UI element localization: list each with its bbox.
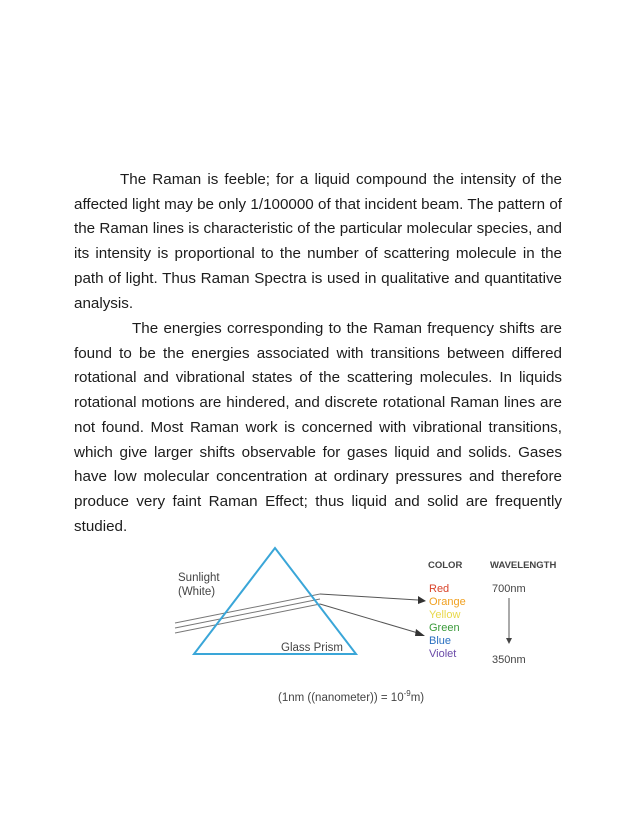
color-item-yellow: Yellow <box>429 609 461 621</box>
wavelength-350nm: 350nm <box>492 654 526 666</box>
dispersed-beam-red <box>320 594 426 604</box>
color-item-red: Red <box>429 583 450 595</box>
caption-prefix: (1nm ((nanometer)) = 10 <box>278 692 404 704</box>
wavelength-arrow-head <box>506 638 512 644</box>
paragraph-raman-intensity: The Raman is feeble; for a liquid compound the intensity of the affected light may be only 1/100000 of that incident beam. The pattern of the Raman lines is characteristic of the particular molecular species, and its intensity is proportional to the number of scattering molecule in the path of light. Thus Raman Spectra is used in qualitative and quantitative analysis. <box>74 171 562 312</box>
paragraph-raman-energies: The energies corresponding to the Raman frequency shifts are found to be the energies associated with transitions between differed rotational and vibrational states of the scattering molecules. In liquids rotational motions are hindered, and discrete rotational Raman lines are not found. Most Raman work is concerned with vibrational transitions, which give larger shifts observable for gases liquid and solids. Gases have low molecular concentration at ordinary pressures and therefore produce very faint Raman Effect; thus liquid and solid are frequently studied. <box>74 320 562 535</box>
prism-dispersion-figure <box>160 546 580 722</box>
color-item-green: Green <box>429 622 460 634</box>
dispersed-beam-violet <box>320 604 425 636</box>
nanometer-caption <box>278 689 424 704</box>
sunlight-label: Sunlight <box>178 572 220 584</box>
prism-diagram <box>160 546 580 722</box>
color-item-blue: Blue <box>429 635 452 647</box>
sunlight-beam <box>175 594 320 633</box>
color-item-orange: Orange <box>429 596 466 608</box>
sunlight-white-label: (White) <box>178 586 216 598</box>
glass-prism <box>194 548 356 654</box>
color-header: COLOR <box>428 560 463 571</box>
color-list <box>429 583 466 660</box>
caption-exponent: -9 <box>403 689 411 698</box>
color-item-violet: Violet <box>429 648 457 660</box>
wavelength-header: WAVELENGTH <box>490 560 557 571</box>
prism-label: Glass Prism <box>281 642 343 654</box>
caption-suffix: m) <box>410 692 425 704</box>
wavelength-700nm: 700nm <box>492 583 526 595</box>
